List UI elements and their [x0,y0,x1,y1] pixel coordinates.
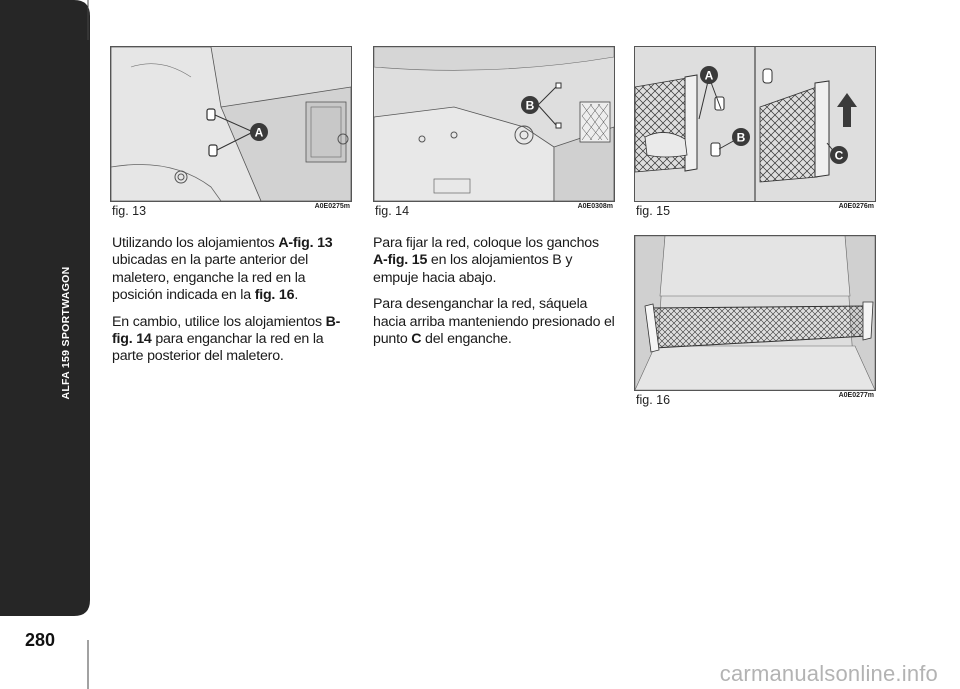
fig15-code: A0E0276m [838,203,874,210]
paragraph: Para fijar la red, coloque los ganchos A-fig. 15 en los alojamientos B y empuje hacia abajo. [373,235,599,286]
fig14-label: fig. 14 [375,204,410,218]
callout-b-label: B [525,98,535,113]
point-reference: C [411,331,422,348]
paragraph: Utilizando los alojamientos A-fig. 13 ubicadas en la parte anterior del maletero, enganche la red en la posición indicada en la fig. 16. [112,235,333,304]
figure-reference: A-fig. 13 [278,235,333,251]
text-column-2 [373,235,615,357]
callout-a-label: A [704,68,714,83]
fig14-code: A0E0308m [577,203,613,210]
callout-a-label: A [254,125,264,140]
paragraph: Para desenganchar la red, sáquela hacia arriba manteniendo presionado el punto C del enganche. [373,296,615,348]
sidebar [0,0,92,689]
page-number: 280 [24,630,56,650]
text-column-1 [112,235,352,375]
callout-c-label: C [834,148,844,163]
paragraph: En cambio, utilice los alojamientos B-fig. 14 para enganchar la red en la parte posterior del maletero. [112,313,341,365]
fig16-label: fig. 16 [636,393,671,407]
figure-16 [634,235,876,391]
figure-reference: B-fig. 14 [112,313,341,348]
fig13-label: fig. 13 [112,204,147,218]
sidebar-band [0,0,92,689]
fig13-code: A0E0275m [314,203,350,210]
figure-reference: fig. 16 [254,287,295,304]
watermark: carmanualsonline.info [719,661,938,686]
fig15-label: fig. 15 [636,204,671,218]
sidebar-title: ALFA 159 SPORTWAGON [60,266,72,400]
callout-b-label: B [736,130,746,145]
figure-reference: A-fig. 15 [373,252,428,269]
figure-14 [373,46,615,202]
figure-15 [634,46,876,202]
fig16-code: A0E0277m [838,392,874,399]
figure-13 [110,46,352,202]
